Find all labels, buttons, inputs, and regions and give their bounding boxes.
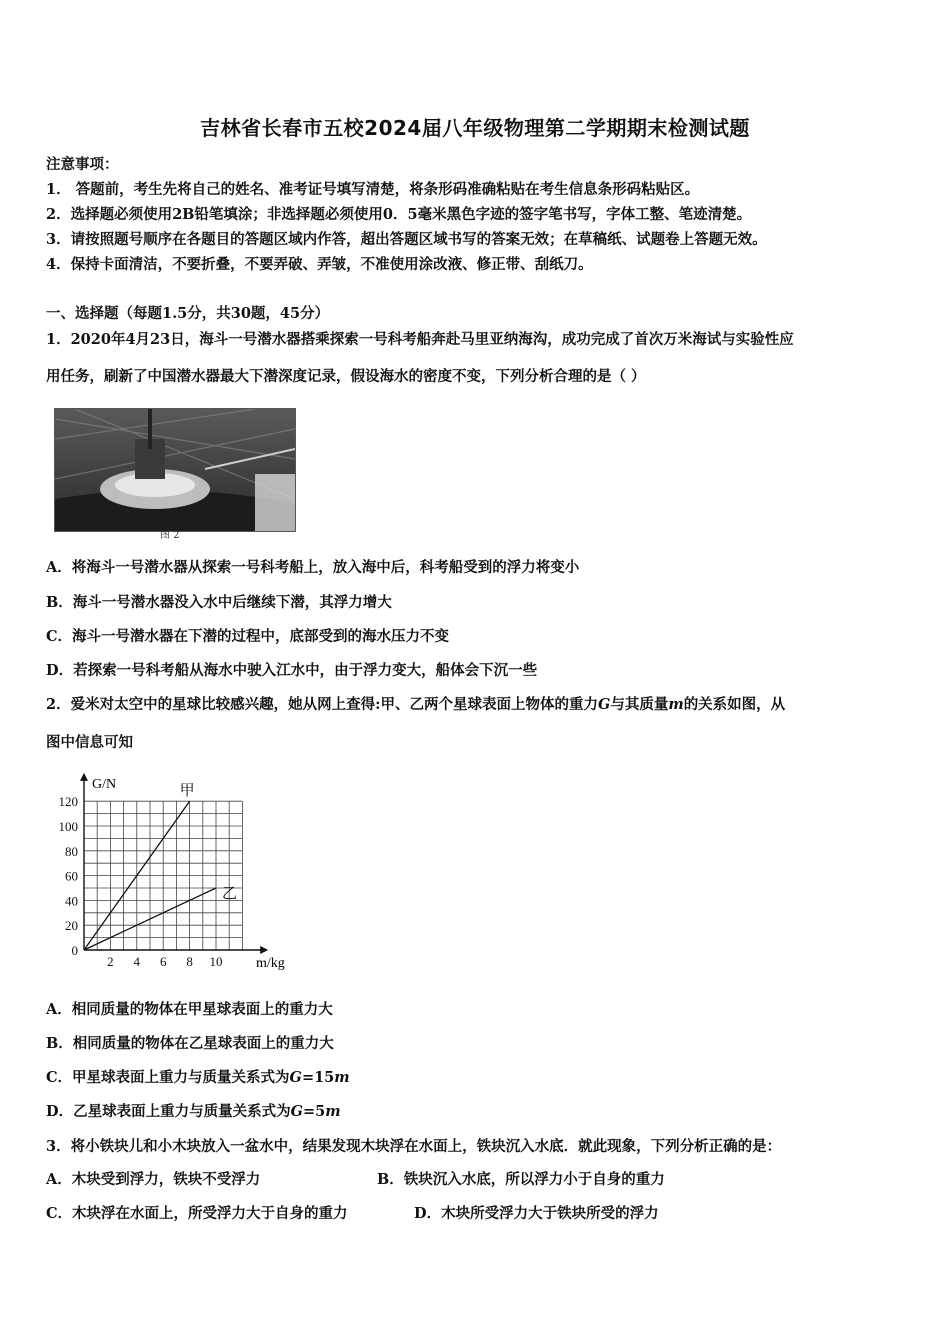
- q2-option-d-text: D．乙星球表面上重力与质量关系式为: [46, 1103, 291, 1120]
- q2-option-c: [46, 1066, 350, 1087]
- q3-option-b: B．铁块沉入水底，所以浮力小于自身的重力: [377, 1171, 665, 1188]
- section-heading: 一、选择题（每题1.5分，共30题，45分）: [46, 305, 330, 322]
- y-axis-arrow: [80, 773, 88, 781]
- q2-option-a: A．相同质量的物体在甲星球表面上的重力大: [46, 1001, 333, 1018]
- series-label-2: 乙: [222, 886, 238, 902]
- q3-option-c: C．木块浮在水面上，所受浮力大于自身的重力: [46, 1205, 348, 1222]
- q2-stem-part1: 2．爱米对太空中的星球比较感兴趣，她从网上查得:甲、乙两个星球表面上物体的重力: [46, 696, 598, 713]
- q3-option-d: D．木块所受浮力大于铁块所受的浮力: [414, 1205, 659, 1222]
- notice-item-4: 4．保持卡面清洁，不要折叠，不要弄破、弄皱，不准使用涂改液、修正带、刮纸刀。: [46, 256, 593, 273]
- x-tick-label: 8: [186, 954, 193, 969]
- x-tick-label: 2: [107, 954, 114, 969]
- y-tick-label: 80: [65, 843, 78, 859]
- q2-option-c-rest: =15: [301, 1069, 335, 1086]
- q1-stem-line2: 用任务，刷新了中国潜水器最大下潜深度记录，假设海水的密度不变，下列分析合理的是（ ）: [46, 368, 646, 385]
- q3-option-a: A．木块受到浮力，铁块不受浮力: [46, 1171, 261, 1188]
- photo-caption: 图 2: [160, 530, 180, 541]
- weight-mass-chart: [56, 768, 306, 982]
- y-tick-label: 40: [65, 893, 78, 909]
- chart-svg: [56, 768, 306, 978]
- x-tick-label: 6: [159, 954, 167, 969]
- y-tick-label: 60: [65, 868, 78, 884]
- notice-item-1: 1． 答题前，考生先将自己的姓名、准考证号填写清楚，将条形码准确粘贴在考生信息条形码粘贴区。: [46, 181, 700, 198]
- q1-option-d: D．若探索一号科考船从海水中驶入江水中，由于浮力变大，船体会下沉一些: [46, 662, 538, 679]
- x-axis-arrow: [260, 946, 268, 954]
- q2-stem-line2: 图中信息可知: [46, 734, 133, 751]
- q2-option-d: [46, 1100, 341, 1121]
- q1-option-c: C．海斗一号潜水器在下潜的过程中，底部受到的海水压力不变: [46, 628, 450, 645]
- q2-option-d-m: m: [325, 1103, 341, 1120]
- q2-option-c-g: G: [289, 1069, 302, 1086]
- q2-option-c-text: C．甲星球表面上重力与质量关系式为: [46, 1069, 290, 1086]
- chart-y-axis-label: G/N: [92, 777, 117, 792]
- y-tick-label: 20: [65, 918, 78, 934]
- x-tick-label: 10: [209, 954, 223, 969]
- q2-stem-part3: 的关系如图，从: [683, 696, 786, 713]
- q2-option-c-m: m: [334, 1069, 350, 1086]
- q2-stem-m-symbol: m: [668, 696, 684, 713]
- notice-heading: 注意事项：: [46, 156, 119, 173]
- q2-stem-line1: [46, 693, 785, 714]
- q2-stem-g-symbol: G: [597, 696, 611, 713]
- q2-option-d-rest: =5: [302, 1103, 326, 1120]
- q3-stem: 3．将小铁块儿和小木块放入一盆水中，结果发现木块浮在水面上，铁块沉入水底．就此现象，下列分析正确的是：: [46, 1138, 782, 1155]
- x-tick-label: 4: [133, 954, 141, 969]
- page-title: 吉林省长春市五校2024届八年级物理第二学期期末检测试题: [200, 116, 750, 140]
- q1-option-a: A．将海斗一号潜水器从探索一号科考船上，放入海中后，科考船受到的浮力将变小: [46, 559, 580, 576]
- q1-stem-line1: 1．2020年4月23日，海斗一号潜水器搭乘探索一号科考船奔赴马里亚纳海沟，成功完成了首次万米海试与实验性应: [46, 331, 794, 348]
- y-tick-label: 120: [58, 794, 78, 810]
- q2-option-b: B．相同质量的物体在乙星球表面上的重力大: [46, 1035, 334, 1052]
- y-tick-label: 100: [58, 819, 78, 834]
- q2-stem-part2: 与其质量: [610, 696, 669, 713]
- q1-option-b: B．海斗一号潜水器没入水中后继续下潜，其浮力增大: [46, 594, 392, 611]
- submersible-photo: [54, 408, 296, 532]
- series-label-1: 甲: [179, 783, 195, 800]
- q2-option-d-g: G: [290, 1103, 303, 1120]
- chart-x-axis-label: m/kg: [256, 956, 285, 971]
- notice-item-3: 3．请按照题号顺序在各题目的答题区域内作答，超出答题区域书写的答案无效；在草稿纸、试题卷上答题无效。: [46, 231, 767, 248]
- notice-item-2: 2．选择题必须使用2B铅笔填涂；非选择题必须使用0．5毫米黑色字迹的签字笔书写，字体工整、笔迹清楚。: [46, 206, 752, 223]
- y-tick-label: 0: [71, 943, 78, 958]
